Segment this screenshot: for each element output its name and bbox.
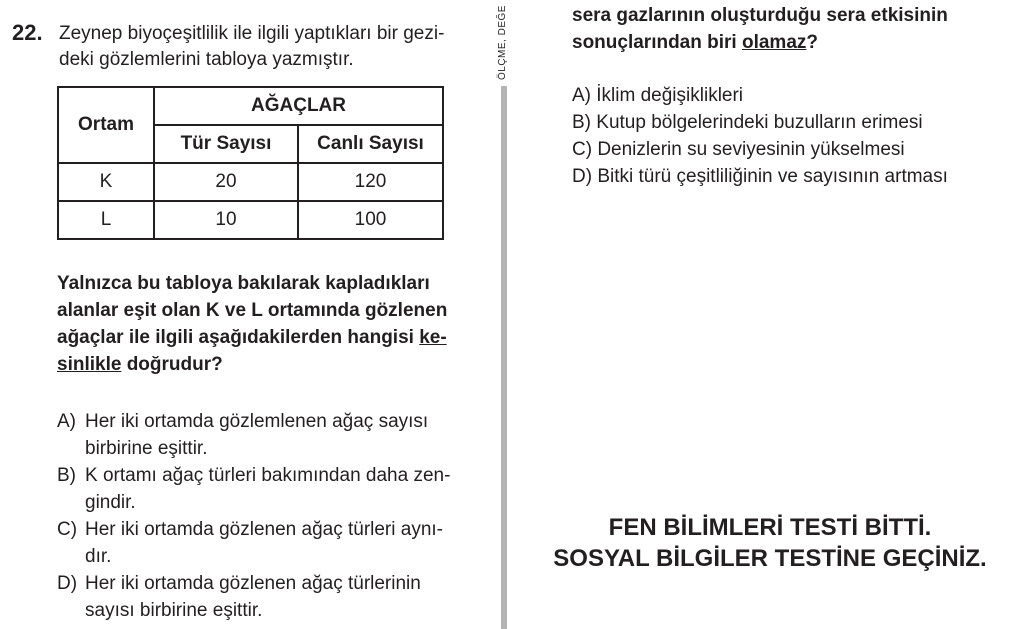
option-text: birbirine eşittir.: [85, 438, 208, 459]
prompt-text: doğrudur?: [121, 354, 223, 375]
option-text: gindir.: [85, 492, 136, 513]
cell-canli: 120: [298, 163, 443, 201]
header-tur-sayisi: Tür Sayısı: [154, 125, 298, 163]
option-label: A): [57, 411, 76, 432]
stem-line: deki gözlemlerini tabloya yazmıştır.: [59, 49, 354, 70]
option-label: B): [57, 465, 76, 486]
cell-tur: 20: [154, 163, 298, 201]
question-number: 22.: [12, 20, 43, 45]
option-text: Her iki ortamda gözlenen ağaç türleri aynı-: [85, 519, 444, 540]
prompt-line: sera gazlarının oluşturduğu sera etkisinin: [572, 5, 948, 26]
option-b[interactable]: [57, 462, 497, 516]
header-ortam: Ortam: [58, 87, 154, 163]
column-divider: [501, 86, 507, 629]
option-d[interactable]: [572, 163, 948, 190]
cell-ortam: K: [58, 163, 154, 201]
option-text: sayısı birbirine eşittir.: [85, 600, 263, 621]
cell-ortam: L: [58, 201, 154, 239]
option-b[interactable]: [572, 109, 948, 136]
question-prompt: [57, 270, 497, 378]
option-label: C): [57, 519, 78, 540]
option-text: C) Denizlerin su seviyesinin yükselmesi: [572, 139, 905, 160]
observation-table: [57, 86, 444, 240]
end-notice-line: FEN BİLİMLERİ TESTİ BİTTİ.: [608, 514, 932, 541]
question-stem: [59, 21, 489, 73]
table-row: [58, 201, 443, 239]
option-c[interactable]: [57, 516, 497, 570]
prompt-line: alanlar eşit olan K ve L ortamında gözlenen: [57, 300, 448, 321]
header-canli-sayisi: Canlı Sayısı: [298, 125, 443, 163]
stem-line: Zeynep biyoçeşitlilik ile ilgili yaptıkları bir gezi-: [59, 23, 445, 44]
end-of-test-notice: [520, 512, 1020, 574]
option-c[interactable]: [572, 136, 948, 163]
prompt-text: sonuçlarından biri: [572, 32, 742, 53]
side-margin-text: ÖLÇME, DEĞE: [497, 5, 508, 80]
right-answer-options: [572, 82, 948, 190]
option-text: B) Kutup bölgelerindeki buzulların erimesi: [572, 112, 923, 133]
option-text: Her iki ortamda gözlenen ağaç türlerinin: [85, 573, 421, 594]
prompt-line: [57, 324, 497, 351]
option-text: D) Bitki türü çeşitliliğinin ve sayısının artması: [572, 166, 948, 187]
prompt-underlined: olamaz: [741, 32, 807, 53]
option-a[interactable]: [572, 82, 948, 109]
prompt-line: [57, 351, 497, 378]
right-question-prompt: [572, 2, 948, 56]
prompt-underlined: ke-: [419, 327, 447, 348]
table-row: [58, 163, 443, 201]
prompt-line: [572, 29, 948, 56]
prompt-text: ağaçlar ile ilgili aşağıdakilerden hangisi: [57, 327, 420, 348]
prompt-text: ?: [806, 32, 819, 53]
header-agaclar: AĞAÇLAR: [154, 87, 443, 125]
option-label: D): [57, 573, 78, 594]
cell-tur: 10: [154, 201, 298, 239]
option-a[interactable]: [57, 408, 497, 462]
cell-canli: 100: [298, 201, 443, 239]
option-d[interactable]: [57, 570, 497, 624]
option-text: dır.: [85, 546, 112, 567]
option-text: Her iki ortamda gözlemlenen ağaç sayısı: [85, 411, 429, 432]
option-text: K ortamı ağaç türleri bakımından daha zen-: [85, 465, 451, 486]
end-notice-line: SOSYAL BİLGİLER TESTİNE GEÇİNİZ.: [553, 545, 987, 572]
answer-options: [57, 408, 497, 624]
prompt-line: Yalnızca bu tabloya bakılarak kapladıkları: [57, 273, 430, 294]
prompt-underlined: sinlikle: [57, 354, 122, 375]
option-text: A) İklim değişiklikleri: [572, 85, 744, 106]
